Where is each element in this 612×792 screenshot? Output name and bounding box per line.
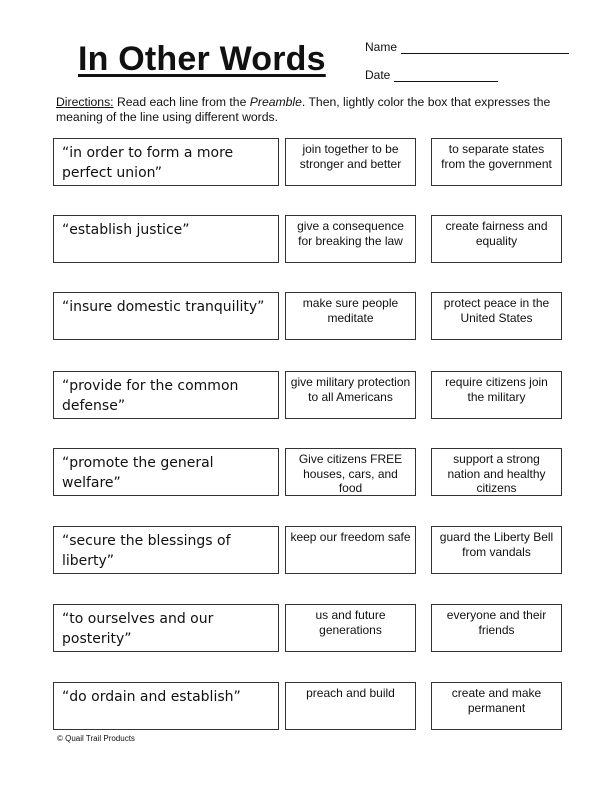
- option-box-a[interactable]: give military protection to all Americans: [285, 371, 416, 419]
- quote-box: “in order to form a more perfect union”: [53, 138, 279, 186]
- option-box-b[interactable]: support a strong nation and healthy citizens: [431, 448, 562, 496]
- page-title: In Other Words: [78, 40, 326, 78]
- row-2: [53, 215, 562, 267]
- date-field[interactable]: [365, 68, 498, 82]
- option-box-b[interactable]: require citizens join the military: [431, 371, 562, 419]
- row-8: [53, 682, 562, 734]
- directions-label: Directions:: [56, 95, 114, 109]
- row-6: [53, 526, 562, 578]
- option-box-b[interactable]: protect peace in the United States: [431, 292, 562, 340]
- quote-box: “do ordain and establish”: [53, 682, 279, 730]
- directions-text-1: Read each line from the: [113, 95, 250, 109]
- directions-text-2: . Then, lightly color the box that expresses the meaning of the line using different words.: [56, 95, 551, 124]
- option-box-b[interactable]: create and make permanent: [431, 682, 562, 730]
- name-field[interactable]: [365, 40, 569, 54]
- name-line[interactable]: [401, 41, 569, 54]
- quote-box: “to ourselves and our posterity”: [53, 604, 279, 652]
- quote-box: “provide for the common defense”: [53, 371, 279, 419]
- name-label: Name: [365, 40, 398, 54]
- option-box-a[interactable]: Give citizens FREE houses, cars, and food: [285, 448, 416, 496]
- quote-box: “establish justice”: [53, 215, 279, 263]
- option-box-a[interactable]: join together to be stronger and better: [285, 138, 416, 186]
- option-box-a[interactable]: us and future generations: [285, 604, 416, 652]
- option-box-a[interactable]: make sure people meditate: [285, 292, 416, 340]
- option-box-a[interactable]: preach and build: [285, 682, 416, 730]
- row-3: [53, 292, 562, 344]
- row-5: [53, 448, 562, 500]
- option-box-a[interactable]: keep our freedom safe: [285, 526, 416, 574]
- directions: [56, 95, 556, 125]
- row-4: [53, 371, 562, 423]
- directions-preamble: Preamble: [249, 95, 302, 109]
- option-box-b[interactable]: everyone and their friends: [431, 604, 562, 652]
- row-1: [53, 138, 562, 190]
- quote-box: “insure domestic tranquility”: [53, 292, 279, 340]
- copyright-footer: © Quail Trail Products: [57, 734, 135, 743]
- quote-box: “promote the general welfare”: [53, 448, 279, 496]
- option-box-b[interactable]: create fairness and equality: [431, 215, 562, 263]
- option-box-b[interactable]: to separate states from the government: [431, 138, 562, 186]
- date-line[interactable]: [394, 69, 498, 82]
- option-box-a[interactable]: give a consequence for breaking the law: [285, 215, 416, 263]
- option-box-b[interactable]: guard the Liberty Bell from vandals: [431, 526, 562, 574]
- date-label: Date: [365, 68, 391, 82]
- quote-box: “secure the blessings of liberty”: [53, 526, 279, 574]
- row-7: [53, 604, 562, 656]
